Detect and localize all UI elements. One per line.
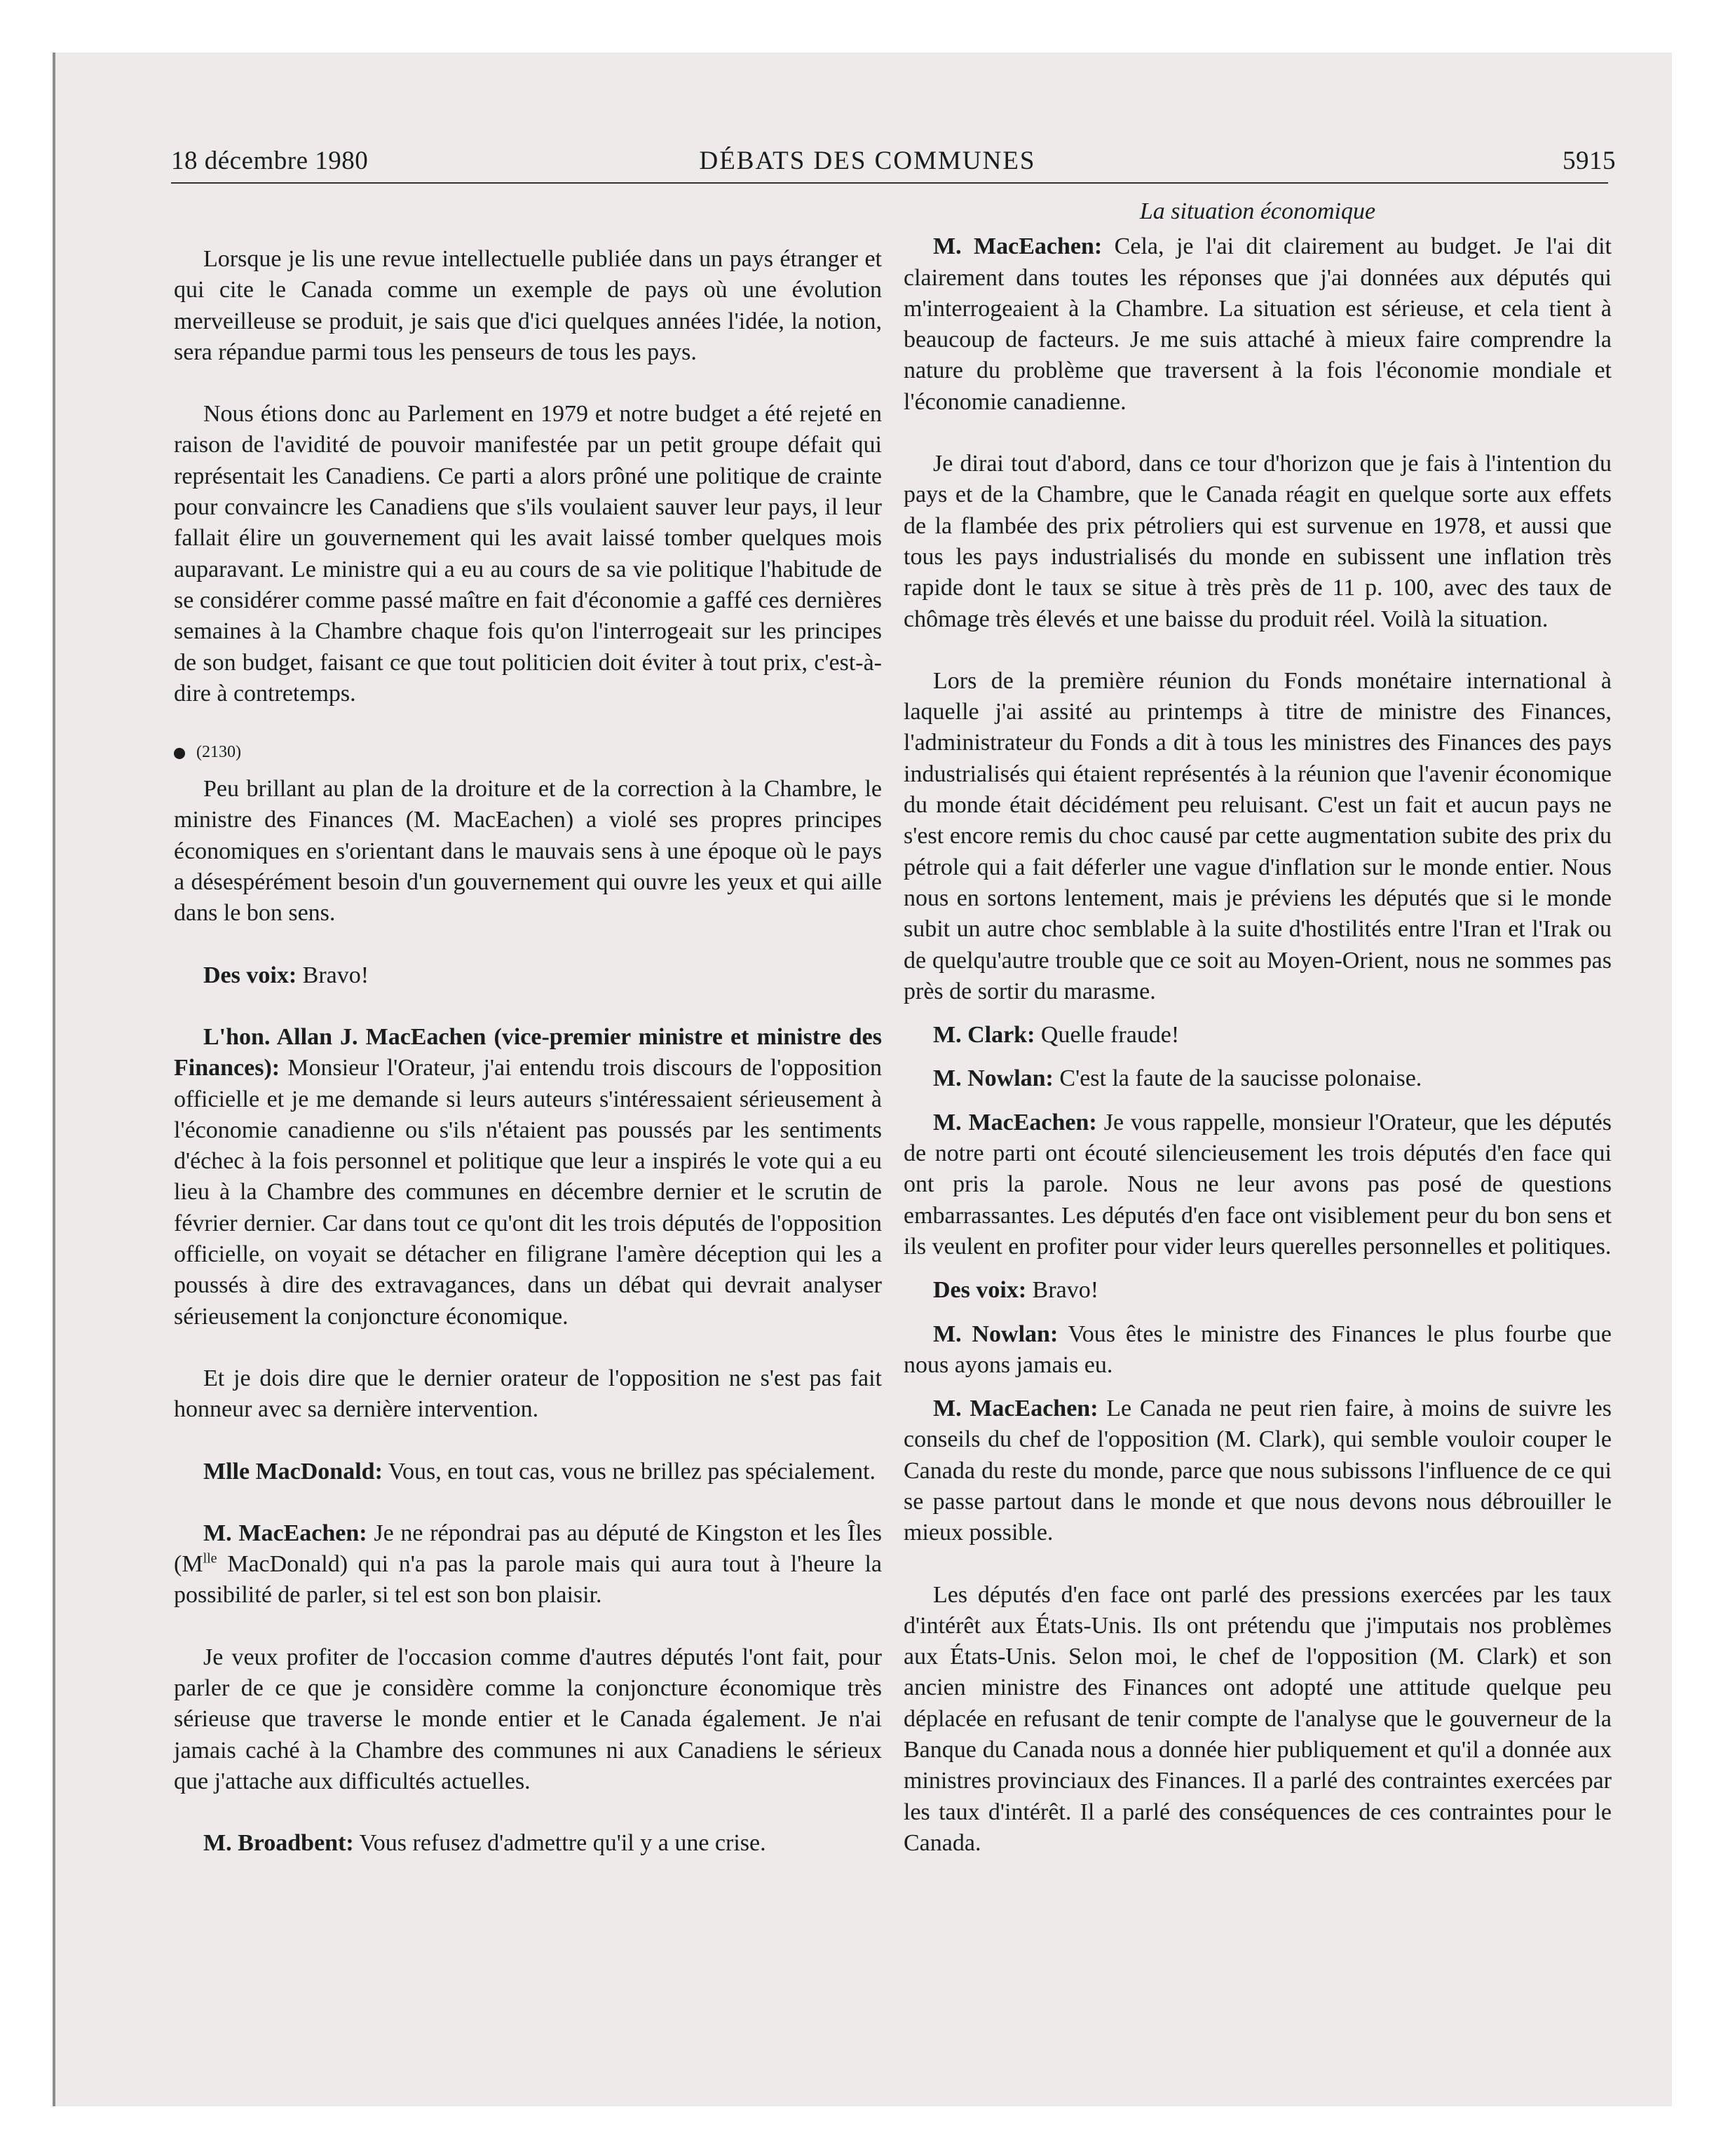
speech-text: Cela, je l'ai dit clairement au budget. Je l'ai dit clairement dans toutes les réponses que j'ai données aux députés qui m'interrogeaient à la Chambre. La situation est sérieuse, et cela tient à beaucoup de facteurs. Je me suis attaché à mieux faire comprendre la nature du problème que traversent à la fois l'économie mondiale et l'économie canadienne. bbox=[904, 233, 1612, 415]
left-column bbox=[174, 196, 882, 1890]
speech-text: Bravo! bbox=[1026, 1277, 1099, 1304]
speech-text: Je vous rappelle, monsieur l'Orateur, que les députés de notre parti ont écouté silencieusement les trois députés d'en face qui ont pris la parole. Nous ne leur avons pas posé de questions embarrassantes. Les députés d'en face ont visiblement peur du bon sens et ils veulent en profiter pour vider leurs querelles personnelles et politiques. bbox=[904, 1109, 1612, 1260]
speech-text: C'est la faute de la saucisse polonaise. bbox=[1053, 1065, 1422, 1092]
speech-text: Vous, en tout cas, vous ne brillez pas spécialement. bbox=[382, 1458, 876, 1485]
speech bbox=[904, 1393, 1612, 1548]
speech bbox=[174, 1456, 882, 1487]
speaker-name: M. MacEachen: bbox=[203, 1520, 367, 1546]
speech-text: Je ne répondrai pas au député de Kingston et les Îles (M bbox=[174, 1520, 882, 1578]
speaker-name: M. MacEachen: bbox=[933, 1396, 1098, 1422]
speaker-name: M. Clark: bbox=[933, 1022, 1035, 1049]
speech bbox=[904, 1319, 1612, 1381]
speech-text: Vous êtes le ministre des Finances le plus fourbe que nous ayons jamais eu. bbox=[904, 1321, 1612, 1378]
paragraph: Je veux profiter de l'occasion comme d'autres députés l'ont fait, pour parler de ce que je considère comme la conjoncture économique très sérieuse que traverse le monde entier et le Canada également. Je n'ai jamais caché à la Chambre des communes ni aux Canadiens le sérieux que j'attache aux difficultés actuelles. bbox=[174, 1644, 882, 1794]
speech bbox=[904, 1275, 1612, 1306]
speech-text: Quelle fraude! bbox=[1035, 1022, 1180, 1049]
speech-text: MacDonald) qui n'a pas la parole mais qui aura tout à l'heure la possibilité de parler, si tel est son bon plaisir. bbox=[174, 1551, 882, 1609]
paragraph: Peu brillant au plan de la droiture et de la correction à la Chambre, le ministre des Finances (M. MacEachen) a violé ses propres principes économiques en s'orientant dans le mauvais sens à une époque où le pays a désespérément besoin d'un gouvernement qui ouvre les yeux et qui aille dans le bon sens. bbox=[174, 776, 882, 927]
speech bbox=[904, 1107, 1612, 1262]
speech-text: Bravo! bbox=[297, 962, 369, 988]
paragraph: Lors de la première réunion du Fonds monétaire international à laquelle j'ai assité au printemps à titre de ministre des Finances, l'administrateur du Fonds a dit à tous les ministres des Finances des pays industrialisés qui étaient représentés à la réunion que l'avenir économique du monde était décidément peu reluisant. C'est un fait et aucun pays ne s'est encore remis du choc causé par cette augmentation subite des prix du pétrole qui a fait déferler une vague d'inflation sur le monde entier. Nous nous en sortons lentement, mais je préviens les députés que si le monde subit un autre choc semblable à la suite d'hostilités entre l'Iran et l'Irak ou de quelqu'autre trouble que ce soit au Moyen-Orient, nous ne sommes pas près de sortir du marasme. bbox=[904, 667, 1612, 1004]
speech bbox=[174, 1518, 882, 1611]
speech bbox=[174, 960, 882, 991]
header-date: 18 décembre 1980 bbox=[171, 146, 369, 175]
speech-text: Vous refusez d'admettre qu'il y a une crise. bbox=[353, 1830, 766, 1857]
speaker-name: Des voix: bbox=[203, 962, 297, 988]
speech bbox=[904, 231, 1612, 418]
speaker-name: Des voix: bbox=[933, 1277, 1027, 1304]
paragraph: Nous étions donc au Parlement en 1979 et notre budget a été rejeté en raison de l'avidité de pouvoir manifestée par un petit groupe défait qui représentait les Canadiens. Ce parti a alors prôné une politique de crainte pour convaincre les Canadiens que s'ils voulaient sauver leur pays, il leur fallait élire un gouvernement qui les avait laissé tomber quelques mois auparavant. Le ministre qui a eu au cours de sa vie politique l'habitude de se considérer comme passé maître en fait d'économie a gaffé ces dernières semaines à la Chambre chaque fois qu'on l'interrogeait sur les principes de son budget, faisant ce que tout politicien doit éviter à tout prix, c'est-à-dire à contretemps. bbox=[174, 401, 882, 707]
speech-text: Le Canada ne peut rien faire, à moins de suivre les conseils du chef de l'opposition (M. Clark), qui semble vouloir couper le Canada du reste du monde, parce que nous subissons l'influence de ce qui se passe partout dans le monde et que nous devons nous débrouiller le mieux possible. bbox=[904, 1396, 1612, 1546]
speech bbox=[904, 1020, 1612, 1051]
page-number: 5915 bbox=[1563, 146, 1616, 175]
section-subheading: La situation économique bbox=[1139, 198, 1376, 224]
speech-text: Monsieur l'Orateur, j'ai entendu trois discours de l'opposition officielle et je me demande si leurs auteurs s'intéressaient sérieusement à l'économie canadienne ou s'ils n'étaient pas poussés par les sentiments d'échec à la fois personnel et politique que leur a inspirés le vote qui a eu lieu à la Chambre des communes en décembre dernier et le scrutin de février dernier. Car dans tout ce qu'ont dit les trois députés de l'opposition officielle, on voyait se détacher en filigrane l'amère déception qui les a poussés à dire des extravagances, dans un débat qui devrait analyser sérieusement la conjoncture économique. bbox=[174, 1055, 882, 1330]
time-marker bbox=[174, 740, 882, 764]
speaker-name: M. MacEachen: bbox=[933, 1109, 1097, 1135]
speaker-name: M. Nowlan: bbox=[933, 1321, 1059, 1347]
right-column bbox=[904, 196, 1612, 1890]
bullet-icon bbox=[174, 748, 185, 759]
binding-edge bbox=[53, 53, 55, 2106]
speaker-name: L'hon. Allan J. MacEachen (vice-premier ministre et ministre des Finances): bbox=[174, 1023, 882, 1082]
paragraph: Lorsque je lis une revue intellectuelle publiée dans un pays étranger et qui cite le Canada comme un exemple de pays où une évolution merveilleuse se produit, je sais que d'ici quelques années l'idée, la notion, sera répandue parmi tous les penseurs de tous les pays. bbox=[174, 246, 882, 365]
speaker-name: M. Broadbent: bbox=[203, 1830, 354, 1857]
superscript: lle bbox=[203, 1550, 217, 1567]
paragraph: Je dirai tout d'abord, dans ce tour d'horizon que je fais à l'intention du pays et de la Chambre, que le Canada réagit en quelque sorte aux effets de la flambée des prix pétroliers qui est survenue en 1978, et aussi que tous les pays industrialisés du monde en subissent une inflation très rapide dont le taux se situe à très près de 11 p. 100, avec des taux de chômage très élevés et une baisse du produit réel. Voilà la situation. bbox=[904, 451, 1612, 632]
speaker-name: Mlle MacDonald: bbox=[203, 1458, 383, 1485]
speech bbox=[174, 1828, 882, 1859]
paragraph: Et je dois dire que le dernier orateur de l'opposition ne s'est pas fait honneur avec sa dernière intervention. bbox=[174, 1365, 882, 1423]
paragraph: Les députés d'en face ont parlé des pressions exercées par les taux d'intérêt aux États-Unis. Ils ont prétendu que j'imputais nos problèmes aux États-Unis. Selon moi, le chef de l'opposition (M. Clark) et son ancien ministre des Finances ont adopté une attitude quelque peu déplacée en refusant de tenir compte de l'analyse que le gouverneur de la Banque du Canada nous a donnée hier publiquement et qu'il a donnée aux ministres provinciaux des Finances. Il a parlé des contraintes exercées par les taux d'intérêt. Il a parlé des conséquences de ces contraintes pour le Canada. bbox=[904, 1581, 1612, 1856]
speech bbox=[904, 1063, 1612, 1094]
speech bbox=[174, 1022, 882, 1332]
header-rule bbox=[171, 182, 1608, 184]
time-marker-text: (2130) bbox=[196, 743, 241, 762]
speaker-name: M. MacEachen: bbox=[933, 233, 1103, 260]
header-title: DÉBATS DES COMMUNES bbox=[699, 146, 1036, 175]
speaker-name: M. Nowlan: bbox=[933, 1065, 1054, 1092]
